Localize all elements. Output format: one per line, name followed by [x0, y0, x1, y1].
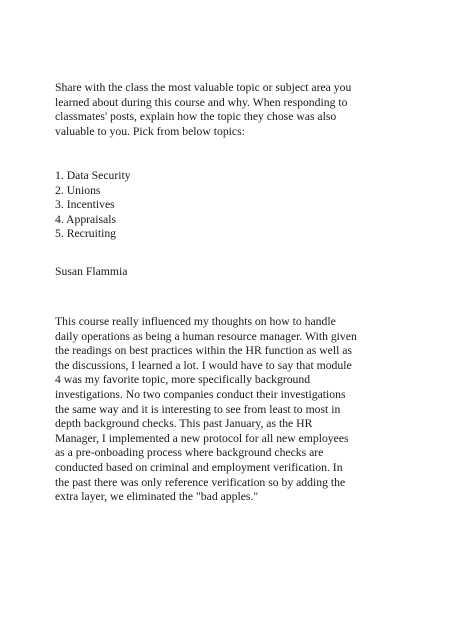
response-line: the past there was only reference verification so by adding the — [55, 475, 346, 489]
response-line: Manager, I implemented a new protocol for all new employees — [55, 431, 349, 445]
response-line: extra layer, we eliminated the "bad apples." — [55, 490, 259, 504]
response-line: the same way and it is interesting to see from least to most in — [55, 402, 341, 416]
topic-item: 3. Incentives — [55, 198, 115, 212]
response-line: investigations. No two companies conduct their investigations — [55, 387, 346, 401]
prompt-line: Share with the class the most valuable topic or subject area you — [55, 81, 352, 94]
response-line: conducted based on criminal and employment verification. In — [55, 460, 343, 474]
author-name-block — [55, 265, 405, 280]
topic-item: 1. Data Security — [55, 169, 131, 182]
response-line: depth background checks. This past January, as the HR — [55, 417, 313, 431]
topic-item: 5. Recruiting — [55, 227, 117, 241]
response-line: the discussions, I learned a lot. I would have to say that module — [55, 358, 352, 372]
prompt-paragraph — [55, 81, 405, 139]
response-line: as a pre-onboading process where background checks are — [55, 446, 324, 460]
topic-list — [55, 169, 405, 242]
response-line: This course really influenced my thoughts on how to handle — [55, 315, 336, 328]
prompt-line: classmates' posts, explain how the topic they chose was also — [55, 110, 337, 124]
author-name: Susan Flammia — [55, 265, 128, 278]
response-line: the readings on best practices within the HR function as well as — [55, 344, 352, 358]
response-line: daily operations as being a human resource manager. With given — [55, 329, 357, 343]
response-paragraph — [55, 315, 405, 505]
prompt-line: learned about during this course and why. When responding to — [55, 95, 348, 109]
topic-item: 4. Appraisals — [55, 212, 117, 226]
response-line: 4 was my favorite topic, more specifically background — [55, 373, 311, 387]
topic-item: 2. Unions — [55, 183, 101, 197]
prompt-line: valuable to you. Pick from below topics: — [55, 124, 245, 138]
